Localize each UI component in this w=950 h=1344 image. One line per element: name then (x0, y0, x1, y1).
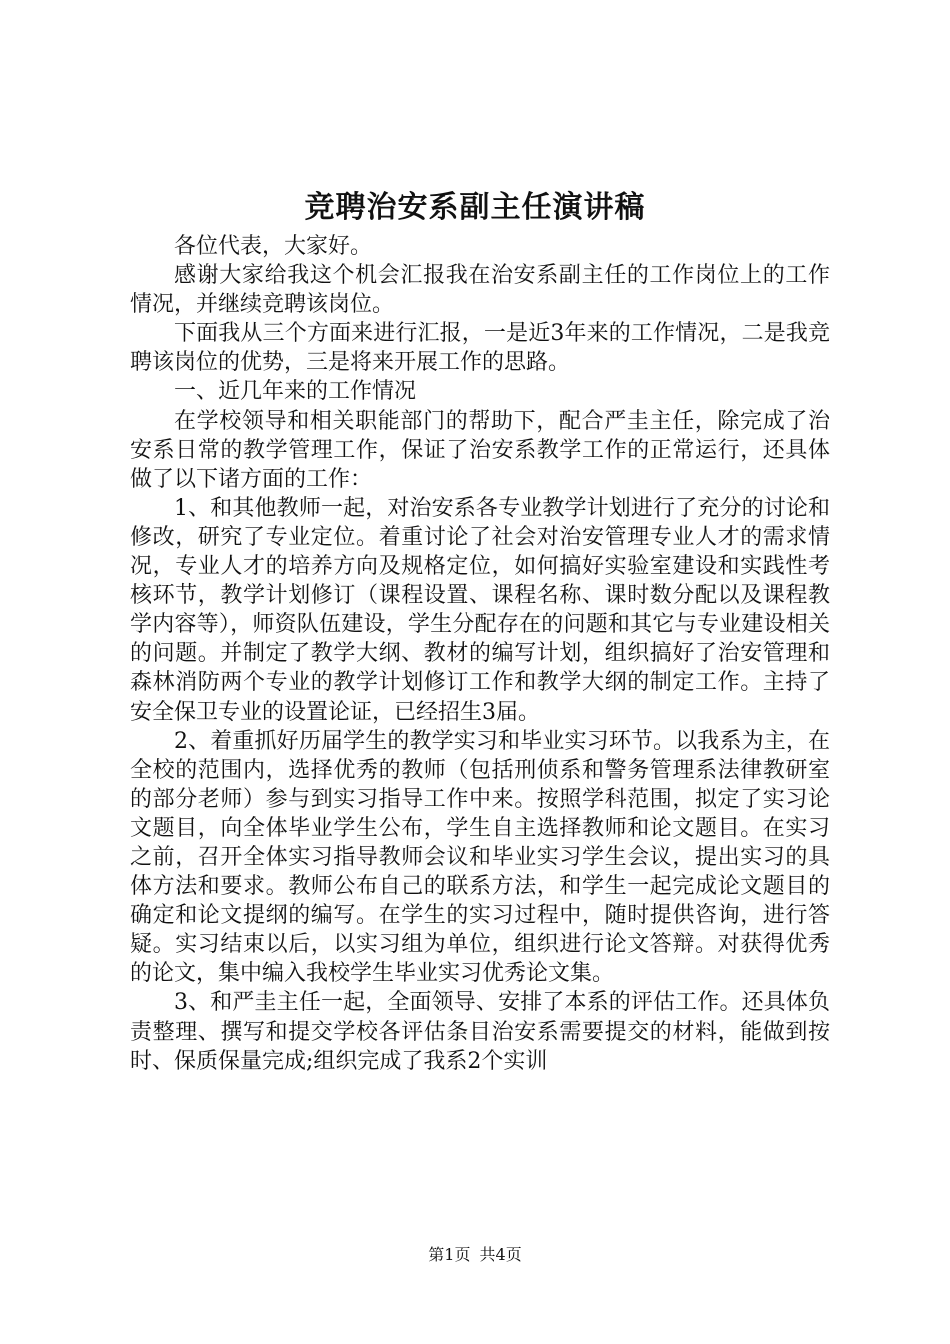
outline-paragraph: 下面我从三个方面来进行汇报，一是近3年来的工作情况，二是我竞聘该岗位的优势，三是将来开展工作的思路。 (130, 321, 830, 376)
section-heading: 一、近几年来的工作情况 (174, 379, 417, 405)
thanks-paragraph: 感谢大家给我这个机会汇报我在治安系副主任的工作岗位上的工作情况，并继续竞聘该岗位。 (130, 263, 830, 318)
document-title: 竞聘治安系副主任演讲稿 (304, 190, 646, 225)
page-footer (0, 1244, 950, 1266)
item-1-paragraph: 1、和其他教师一起，对治安系各专业教学计划进行了充分的讨论和修改，研究了专业定位。着重讨论了社会对治安管理专业人才的需求情况，专业人才的培养方向及规格定位，如何搞好实验室建设和实践性考核环节，教学计划修订（课程设置、课程名称、课时数分配以及课程教学内容等），师资队伍建设，学生分配存在的问题和其它与专业建设相关的问题。并制定了教学大纲、教材的编写计划，组织搞好了治安管理和森林消防两个专业的教学计划修订工作和教学大纲的制定工作。主持了安全保卫专业的设置论证，已经招生3届。 (130, 495, 830, 725)
greeting-paragraph: 各位代表，大家好。 (174, 234, 373, 259)
intro-paragraph: 在学校领导和相关职能部门的帮助下，配合严圭主任，除完成了治安系日常的教学管理工作，保证了治安系教学工作的正常运行，还具体做了以下诸方面的工作： (130, 408, 830, 492)
item-3-paragraph: 3、和严圭主任一起，全面领导、安排了本系的评估工作。还具体负责整理、撰写和提交学校各评估条目治安系需要提交的材料，能做到按时、保质保量完成;组织完成了我系2个实训 (130, 990, 830, 1074)
page-total: 共4页 (479, 1245, 522, 1264)
item-2-paragraph: 2、着重抓好历届学生的教学实习和毕业实习环节。以我系为主，在全校的范围内，选择优秀的教师（包括刑侦系和警务管理系法律教研室的部分老师）参与到实习指导工作中来。按照学科范围，拟定了实习论文题目，向全体毕业学生公布，学生自主选择教师和论文题目。在实习之前，召开全体实习指导教师会议和毕业实习学生会议，提出实习的具体方法和要求。教师公布自己的联系方法，和学生一起完成论文题目的确定和论文提纲的编写。在学生的实习过程中，随时提供咨询，进行答疑。实习结束以后，以实习组为单位，组织进行论文答辩。对获得优秀的论文，集中编入我校学生毕业实习优秀论文集。 (130, 728, 830, 987)
document-body (130, 232, 830, 1076)
page-number: 第1页 (428, 1245, 471, 1264)
